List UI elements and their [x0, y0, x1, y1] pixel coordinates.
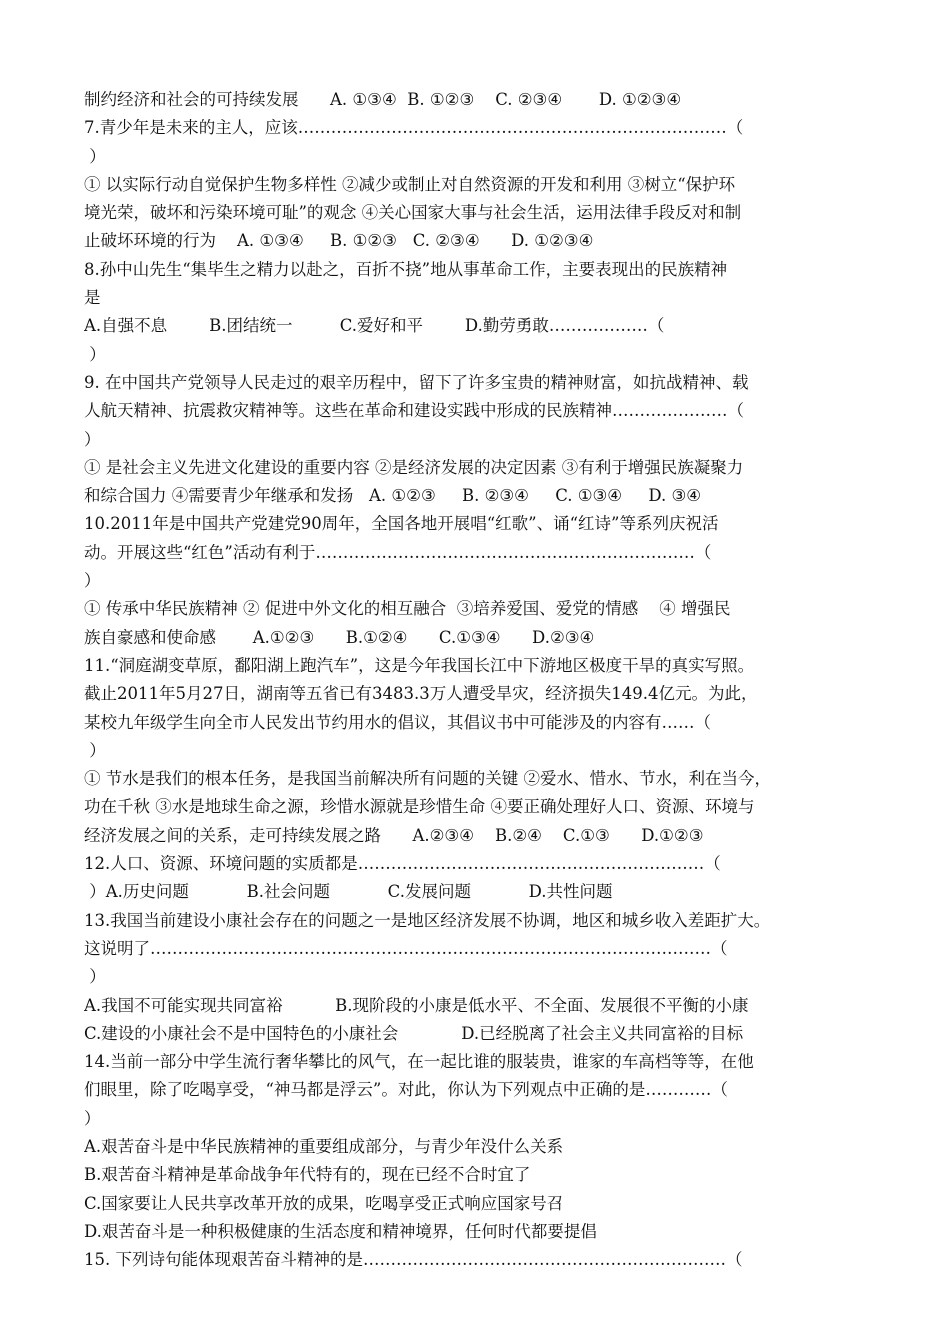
question-13-options-cd: C.建设的小康社会不是中国特色的小康社会 D.已经脱离了社会主义共同富裕的目标	[84, 1023, 744, 1043]
answer-bracket: ）	[84, 740, 106, 760]
text-line: ① 传承中华民族精神 ② 促进中外文化的相互融合 ③培养爱国、爱党的情感 ④ 增强民	[84, 599, 731, 619]
question-13-options-ab: A.我国不可能实现共同富裕 B.现阶段的小康是低水平、不全面、发展很不平衡的小康	[84, 995, 749, 1015]
question-7-stem: 7.青少年是未来的主人，应该……………………………………………………………………（	[84, 118, 744, 138]
answer-bracket: ）	[84, 571, 101, 591]
question-10-stem: 10.2011年是中国共产党建党90周年，全国各地开展唱“红歌”、诵“红诗”等系列庆祝活	[84, 514, 719, 534]
text-line: 人航天精神、抗震救灾精神等。这些在革命和建设实践中形成的民族精神…………………（	[84, 401, 744, 421]
question-8-stem: 8.孙中山先生“集毕生之精力以赴之，百折不挠”地从事革命工作，主要表现出的民族精神	[84, 259, 728, 279]
answer-bracket: ）	[84, 344, 106, 364]
question-14-option-c: C.国家要让人民共享改革开放的成果，吃喝享受正式响应国家号召	[84, 1193, 564, 1213]
question-8-options: A.自强不息 B.团结统一 C.爱好和平 D.勤劳勇敢………………（	[84, 316, 665, 336]
answer-bracket: ）	[84, 1108, 101, 1128]
question-14-option-d: D.艰苦奋斗是一种积极健康的生活态度和精神境界，任何时代都要提倡	[84, 1221, 597, 1241]
text-line: 制约经济和社会的可持续发展 A. ①③④ B. ①②③ C. ②③④ D. ①②③④	[84, 90, 682, 109]
text-line: 这说明了…………………………………………………………………………………………（	[84, 938, 728, 958]
text-line: 是	[84, 288, 101, 308]
text-line: 动。开展这些“红色”活动有利于……………………………………………………………（	[84, 542, 712, 562]
question-10-options: 族自豪感和使命感 A.①②③ B.①②④ C.①③④ D.②③④	[84, 627, 595, 647]
answer-bracket: ）	[84, 967, 106, 987]
question-9-options: 和综合国力 ④需要青少年继承和发扬 A. ①②③ B. ②③④ C. ①③④ D. ③④	[84, 486, 702, 506]
question-14-option-b: B.艰苦奋斗精神是革命战争年代特有的，现在已经不合时宜了	[84, 1165, 531, 1185]
text-line: 截止2011年5月27日，湖南等五省已有3483.3万人遭受旱灾，经济损失149.4亿元。为此，	[84, 684, 758, 704]
text-line: ① 以实际行动自觉保护生物多样性 ②减少或制止对自然资源的开发和利用 ③树立“保护环	[84, 174, 736, 194]
exam-page	[84, 86, 874, 1274]
question-7-options: 止破坏环境的行为 A. ①③④ B. ①②③ C. ②③④ D. ①②③④	[84, 231, 594, 251]
text-line: ① 节水是我们的根本任务，是我国当前解决所有问题的关键 ②爱水、惜水、节水，利在当今，	[84, 769, 771, 789]
question-9-stem: 9. 在中国共产党领导人民走过的艰辛历程中，留下了许多宝贵的精神财富，如抗战精神、载	[84, 372, 749, 392]
question-14-option-a: A.艰苦奋斗是中华民族精神的重要组成部分，与青少年没什么关系	[84, 1136, 564, 1156]
question-12-options: ）A.历史问题 B.社会问题 C.发展问题 D.共性问题	[84, 882, 613, 902]
text-line: 功在千秋 ③水是地球生命之源，珍惜水源就是珍惜生命 ④要正确处理好人口、资源、环境与	[84, 797, 755, 817]
text-line: 境光荣，破坏和污染环境可耻”的观念 ④关心国家大事与社会生活，运用法律手段反对和制	[84, 203, 742, 223]
text-line: 们眼里，除了吃喝享受，“神马都是浮云”。对此，你认为下列观点中正确的是…………（	[84, 1080, 728, 1100]
text-line: 某校九年级学生向全市人民发出节约用水的倡议，其倡议书中可能涉及的内容有……（	[84, 712, 711, 732]
question-13-stem: 13.我国当前建设小康社会存在的问题之一是地区经济发展不协调，地区和城乡收入差距扩大。	[84, 910, 771, 930]
answer-bracket: ）	[84, 429, 101, 449]
answer-bracket: ）	[84, 146, 106, 166]
text-line: ① 是社会主义先进文化建设的重要内容 ②是经济发展的决定因素 ③有利于增强民族凝聚力	[84, 457, 744, 477]
question-15-stem: 15. 下列诗句能体现艰苦奋斗精神的是…………………………………………………………（	[84, 1250, 743, 1270]
question-14-stem: 14.当前一部分中学生流行奢华攀比的风气，在一起比谁的服装贵，谁家的车高档等等，在他	[84, 1052, 754, 1072]
question-11-options: 经济发展之间的关系，走可持续发展之路 A.②③④ B.②④ C.①③ D.①②③	[84, 825, 704, 845]
question-12-stem: 12.人口、资源、环境问题的实质都是………………………………………………………（	[84, 854, 721, 874]
question-11-stem: 11.“洞庭湖变草原，鄱阳湖上跑汽车”，这是今年我国长江中下游地区极度干旱的真实写照。	[84, 655, 755, 675]
